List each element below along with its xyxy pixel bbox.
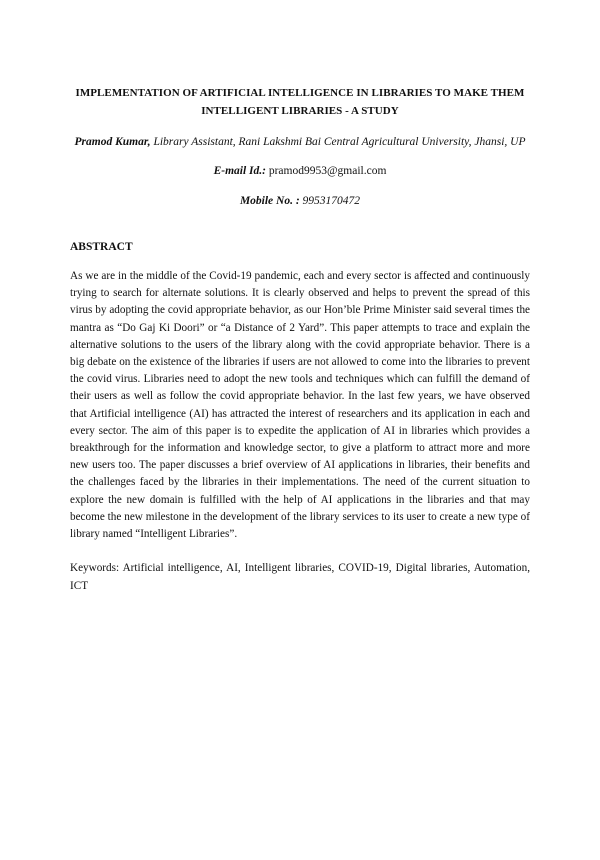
abstract-heading: ABSTRACT bbox=[70, 241, 133, 253]
mobile-value: 9953170472 bbox=[302, 195, 361, 207]
paper-page bbox=[0, 84, 600, 860]
email-label: E-mail Id.: bbox=[213, 165, 266, 177]
email-value: pramod9953@gmail.com bbox=[268, 165, 387, 177]
email-line bbox=[70, 162, 530, 180]
author-affiliation: Library Assistant, Rani Lakshmi Bai Central Agricultural University, Jhansi, UP bbox=[153, 136, 526, 148]
mobile-line bbox=[70, 192, 530, 210]
mobile-label: Mobile No. : bbox=[239, 195, 300, 207]
abstract-body: As we are in the middle of the Covid-19 pandemic, each and every sector is affected and continuously trying to search for alternate solutions. It is clearly observed and helps to prevent the spread of this virus by adopting the covid appropriate behavior, as our Hon’ble Prime Minister said several times the mantra as “Do Gaj Ki Doori” or “a Distance of 2 Yard”. This paper attempts to trace and explain the alternative solutions to the users of the library along with the covid appropriate behavior. There is a big debate on the existence of the libraries if users are not allowed to come into the libraries to prevent the covid virus. Libraries need to adopt the new tools and techniques which can fulfill the demand of their users as well as follow the covid appropriate behavior. In the last few years, we have observed that Artificial intelligence (AI) has attracted the interest of researchers and its application in each and every sector. The aim of this paper is to expedite the application of AI in libraries which provides a breakthrough for the information and knowledge sector, to give a platform to attract more and more new users too. The paper discusses a brief overview of AI applications in libraries, their benefits and the challenges faced by the libraries in their implementations. The need of the current situation to explore the new domain is fulfilled with the help of AI applications in the libraries and that may become the new milestone in the development of the library services to its user to create a new type of library named “Intelligent Libraries”. bbox=[70, 270, 530, 541]
author-line bbox=[70, 133, 530, 151]
author-name: Pramod Kumar, bbox=[74, 136, 151, 148]
keywords-line: Keywords: Artificial intelligence, AI, Intelligent libraries, COVID-19, Digital libraries, Automation, ICT bbox=[70, 562, 530, 593]
paper-title: IMPLEMENTATION OF ARTIFICIAL INTELLIGENCE IN LIBRARIES TO MAKE THEM INTELLIGENT LIBRARIES - A STUDY bbox=[75, 87, 525, 117]
